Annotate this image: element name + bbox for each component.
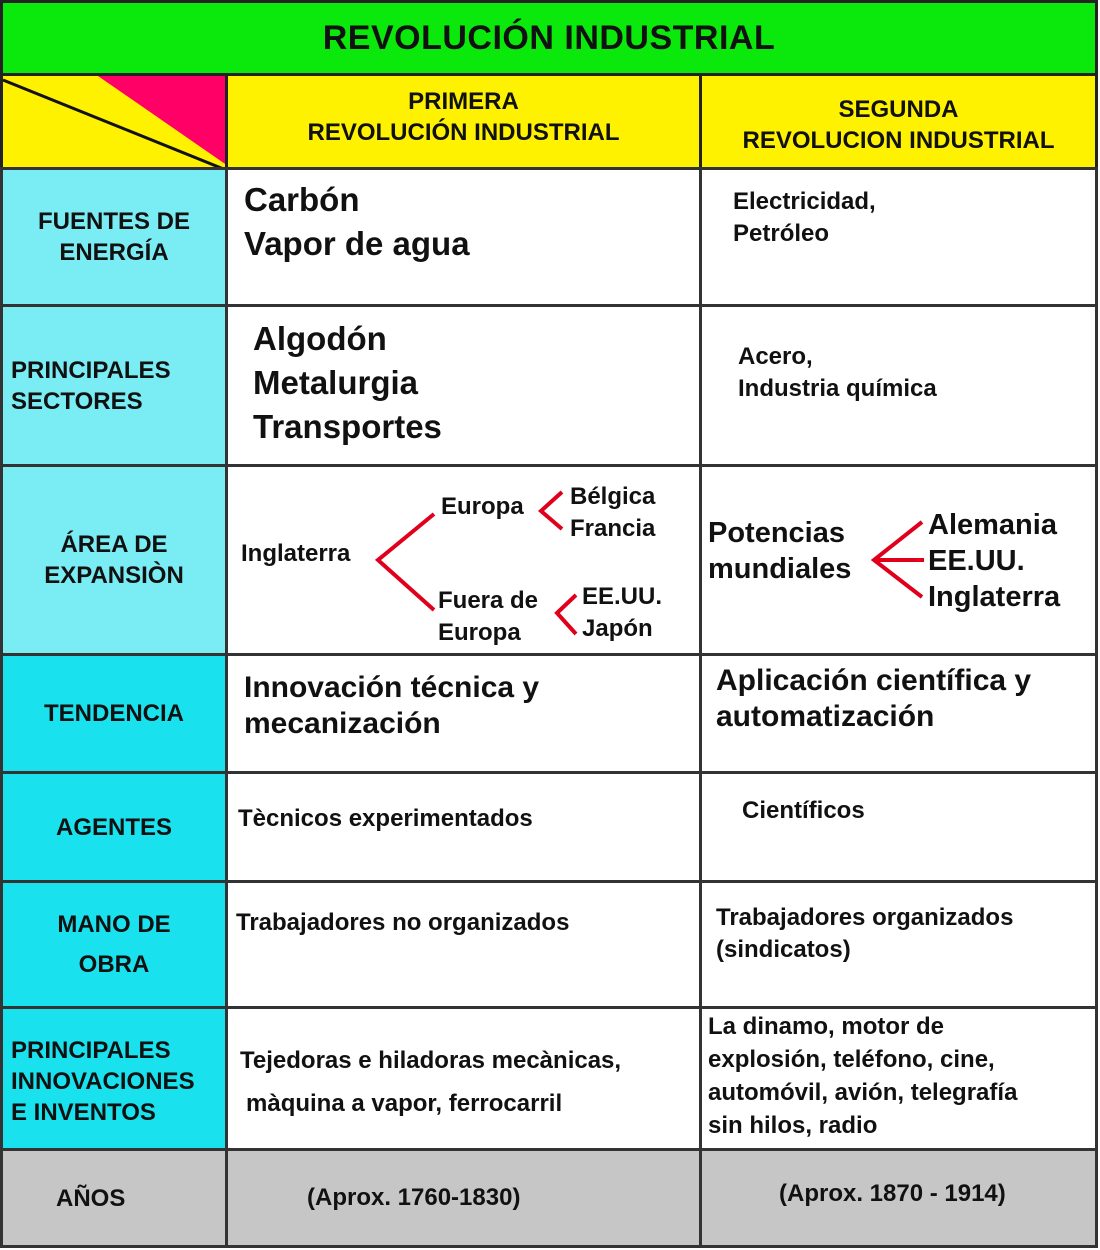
column-header-first-line1: PRIMERA xyxy=(408,87,519,115)
energy-source-item: Carbón xyxy=(244,181,360,218)
row-label-sectores-line2: SECTORES xyxy=(11,387,143,415)
tendencia-line: automatización xyxy=(716,700,935,733)
expansion-origin-line: Potencias xyxy=(708,517,845,549)
cell-sectores-first xyxy=(225,304,702,467)
expansion-country: EE.UU. xyxy=(582,583,663,610)
agentes-text: Científicos xyxy=(742,797,865,824)
expansion-europa: Europa xyxy=(441,493,524,520)
tendencia-line: mecanización xyxy=(244,707,441,740)
mano-text: Trabajadores no organizados xyxy=(236,909,570,936)
cell-sectores-second xyxy=(699,304,1098,467)
row-label-sectores-line1: PRINCIPALES xyxy=(11,356,171,384)
agentes-text: Tècnicos experimentados xyxy=(238,805,533,832)
expansion-origin-line: mundiales xyxy=(708,553,852,585)
cell-mano-second xyxy=(699,880,1098,1009)
row-label-area-line2: EXPANSIÒN xyxy=(44,562,184,589)
column-header-first-line2: REVOLUCIÓN INDUSTRIAL xyxy=(307,118,620,146)
anos-text: (Aprox. 1870 - 1914) xyxy=(779,1180,1006,1207)
energy-source-item: Electricidad, xyxy=(733,188,876,215)
cell-area-first xyxy=(225,464,702,656)
expansion-origin: Inglaterra xyxy=(241,540,351,567)
row-label-innovaciones xyxy=(0,1006,228,1151)
arrow-europa-branch xyxy=(541,492,562,529)
innovaciones-line: Tejedoras e hiladoras mecànicas, xyxy=(240,1047,622,1074)
innovaciones-line: explosión, teléfono, cine, xyxy=(708,1046,995,1073)
expansion-country: Alemania xyxy=(928,509,1057,541)
row-label-mano xyxy=(0,880,228,1009)
energy-source-item: Petróleo xyxy=(733,220,830,247)
row-label-fuentes-line1: FUENTES DE xyxy=(37,208,190,235)
row-label-tendencia: TENDENCIA xyxy=(0,653,228,774)
mano-line: (sindicatos) xyxy=(716,936,851,963)
row-label-agentes: AGENTES xyxy=(0,771,228,883)
row-label-area-line1: ÁREA DE xyxy=(60,531,168,558)
column-header-first xyxy=(225,73,702,170)
column-header-second-line2: REVOLUCION INDUSTRIAL xyxy=(742,126,1055,154)
row-label-fuentes-line2: ENERGÍA xyxy=(59,239,169,266)
row-label-fuentes xyxy=(0,167,228,307)
tendencia-line: Innovación técnica y xyxy=(244,671,540,704)
cell-agentes-second xyxy=(699,771,1098,883)
cell-anos-second xyxy=(699,1148,1098,1248)
expansion-fuera-line: Fuera de xyxy=(438,587,539,614)
row-label-sectores xyxy=(0,304,228,467)
cell-fuentes-first xyxy=(225,167,702,307)
innovaciones-line: màquina a vapor, ferrocarril xyxy=(246,1090,563,1117)
sector-item: Industria química xyxy=(738,375,937,402)
row-label-innovaciones-line1: PRINCIPALES xyxy=(11,1037,171,1064)
cell-fuentes-second xyxy=(699,167,1098,307)
row-label-mano-line2: OBRA xyxy=(78,950,150,978)
cell-mano-first xyxy=(225,880,702,1009)
sector-item: Acero, xyxy=(738,343,813,370)
sector-item: Algodón xyxy=(253,320,387,357)
expansion-fuera-line: Europa xyxy=(438,619,521,646)
sector-item: Metalurgia xyxy=(253,364,419,401)
cell-tendencia-first xyxy=(225,653,702,774)
row-label-anos: AÑOS xyxy=(0,1148,228,1248)
column-header-second xyxy=(699,73,1098,170)
arrow-potencias-branch xyxy=(874,522,922,597)
sector-item: Transportes xyxy=(253,408,442,445)
cell-innovaciones-second xyxy=(699,1006,1098,1151)
innovaciones-line: La dinamo, motor de xyxy=(708,1013,945,1040)
expansion-country: Francia xyxy=(570,515,656,542)
expansion-country: Bélgica xyxy=(570,483,656,510)
cell-area-second xyxy=(699,464,1098,656)
corner-diagonal-decoration xyxy=(3,76,228,170)
header-corner-cell xyxy=(0,73,228,170)
cell-anos-first xyxy=(225,1148,702,1248)
innovaciones-line: automóvil, avión, telegrafía xyxy=(708,1079,1018,1106)
energy-source-item: Vapor de agua xyxy=(244,225,470,262)
cell-innovaciones-first xyxy=(225,1006,702,1151)
tendencia-line: Aplicación científica y xyxy=(716,664,1032,697)
arrow-inglaterra-branch xyxy=(378,514,434,610)
expansion-country: EE.UU. xyxy=(928,545,1025,577)
row-label-area xyxy=(0,464,228,656)
anos-text: (Aprox. 1760-1830) xyxy=(307,1184,521,1211)
expansion-country: Japón xyxy=(582,615,653,642)
table-title: REVOLUCIÓN INDUSTRIAL xyxy=(0,0,1098,76)
innovaciones-line: sin hilos, radio xyxy=(708,1112,878,1139)
arrow-fuera-branch xyxy=(557,595,576,634)
cell-agentes-first xyxy=(225,771,702,883)
row-label-mano-line1: MANO DE xyxy=(57,910,171,938)
row-label-innovaciones-line3: E INVENTOS xyxy=(11,1099,156,1126)
mano-line: Trabajadores organizados xyxy=(716,904,1014,931)
expansion-country: Inglaterra xyxy=(928,581,1061,613)
row-label-innovaciones-line2: INNOVACIONES xyxy=(11,1068,195,1095)
cell-tendencia-second xyxy=(699,653,1098,774)
column-header-second-line1: SEGUNDA xyxy=(838,95,959,123)
